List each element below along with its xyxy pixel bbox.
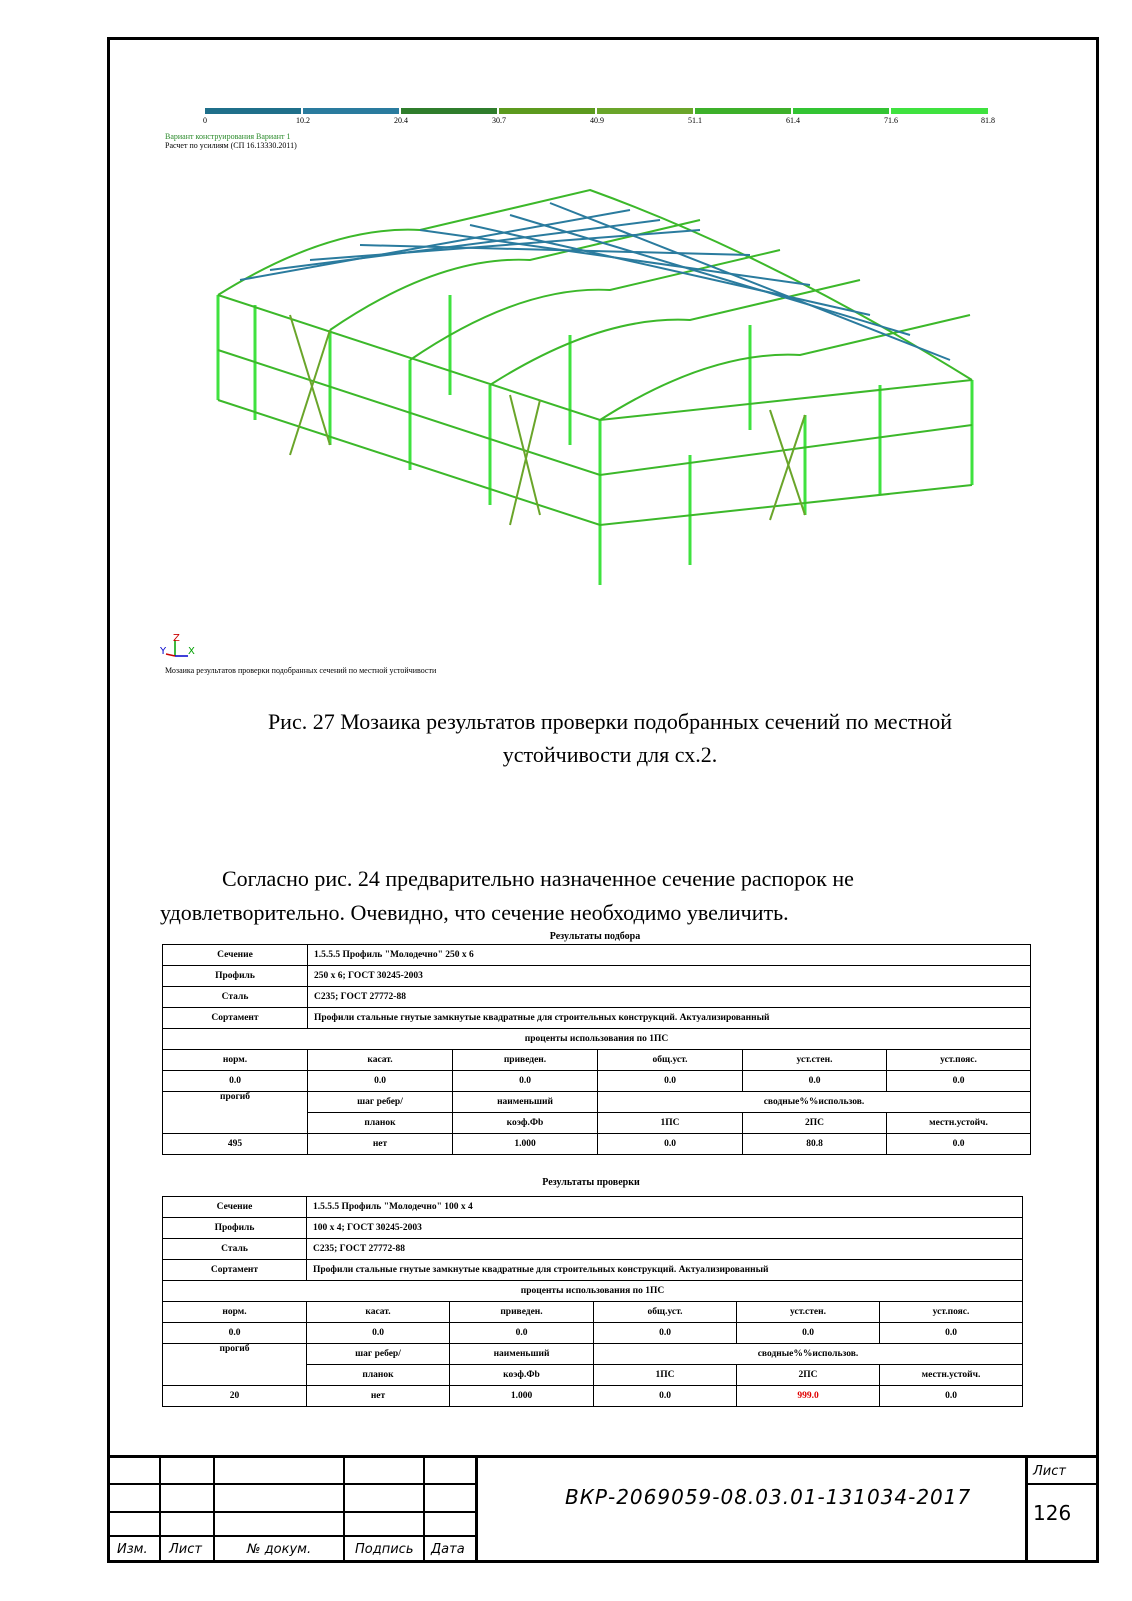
divider [159, 1455, 161, 1563]
legend-bar [205, 108, 301, 114]
row-label: Сталь [163, 987, 308, 1008]
cell-value: 0.0 [743, 1071, 887, 1092]
col-header: коэф.Фb [450, 1365, 594, 1386]
row-label: Сортамент [163, 1008, 308, 1029]
table-row [163, 1323, 1023, 1344]
row-value: 250 x 6; ГОСТ 30245-2003 [308, 966, 1031, 987]
stamp-data: Дата [431, 1542, 465, 1557]
cell-value: 0.0 [887, 1134, 1031, 1155]
col-header: общ.уст. [598, 1050, 743, 1071]
col-header: 2ПС [737, 1365, 880, 1386]
stamp-podpis: Подпись [355, 1542, 414, 1557]
row-value: 1.5.5.5 Профиль "Молодечно" 250 x 6 [308, 945, 1031, 966]
divider [423, 1455, 425, 1563]
row-value: С235; ГОСТ 27772-88 [308, 987, 1031, 1008]
cell-value: 0.0 [880, 1386, 1023, 1407]
frame-bracing [290, 315, 805, 525]
variant-label: Вариант конструирования Вариант 1 [165, 132, 291, 141]
table-row [163, 1071, 1031, 1092]
row-label: Профиль [163, 1218, 307, 1239]
cell-value: 0.0 [308, 1071, 453, 1092]
divider [1025, 1455, 1028, 1563]
legend-label: 10.2 [296, 116, 310, 125]
cell-value: 0.0 [598, 1134, 743, 1155]
cell-value: 80.8 [743, 1134, 887, 1155]
col-header: касат. [307, 1302, 450, 1323]
row-value: 100 x 4; ГОСТ 30245-2003 [307, 1218, 1023, 1239]
row-label: Сортамент [163, 1260, 307, 1281]
cell-value: 0.0 [887, 1071, 1031, 1092]
table-row [163, 1092, 1031, 1113]
table-title: Результаты подбора [549, 931, 641, 942]
col-header: наименьший [453, 1092, 598, 1113]
col-header: прогиб [163, 1344, 307, 1386]
col-header: общ.уст. [594, 1302, 737, 1323]
row-value: Профили стальные гнутые замкнутые квадратные для строительных конструкций. Актуализированный [308, 1008, 1031, 1029]
stamp-list: Лист [169, 1542, 202, 1557]
axis-x-label: X [188, 646, 195, 657]
col-header: уст.пояс. [887, 1050, 1031, 1071]
legend-label: 0 [203, 116, 207, 125]
row-value: Профили стальные гнутые замкнутые квадратные для строительных конструкций. Актуализированный [307, 1260, 1023, 1281]
divider [1027, 1483, 1099, 1485]
cell-value: 0.0 [453, 1071, 598, 1092]
col-header: сводные%%использов. [594, 1344, 1023, 1365]
cell-value: нет [308, 1134, 453, 1155]
legend-label: 20.4 [394, 116, 408, 125]
sheet-label: Лист [1033, 1464, 1066, 1479]
col-header: норм. [163, 1302, 307, 1323]
col-header: норм. [163, 1050, 308, 1071]
row-label: Профиль [163, 966, 308, 987]
mosaic-title: Мозаика результатов проверки подобранных сечений по местной устойчивости [165, 666, 437, 675]
divider [343, 1455, 345, 1563]
usage-header: проценты использования по 1ПС [163, 1029, 1031, 1050]
paragraph-text: Согласно рис. 24 предварительно назначенное сечение распорок не [222, 866, 854, 891]
legend-bar [499, 108, 595, 114]
divider [213, 1455, 215, 1563]
sheet-number: 126 [1033, 1501, 1072, 1525]
col-header: 1ПС [598, 1113, 743, 1134]
legend-bar [303, 108, 399, 114]
divider [107, 1455, 1099, 1458]
table-row [163, 1260, 1023, 1281]
table-row [163, 1197, 1023, 1218]
col-header: приведен. [453, 1050, 598, 1071]
legend-label: 40.9 [590, 116, 604, 125]
row-label: Сечение [163, 945, 308, 966]
legend-bar [891, 108, 988, 114]
table-row [163, 1029, 1031, 1050]
cell-value: 495 [163, 1134, 308, 1155]
legend-label: 81.8 [981, 116, 995, 125]
cell-value: 0.0 [880, 1323, 1023, 1344]
cell-value: 0.0 [163, 1323, 307, 1344]
table-row [163, 966, 1031, 987]
divider [107, 1535, 477, 1537]
stamp-docum: № докум. [247, 1542, 312, 1557]
col-header: шаг ребер/ [307, 1344, 450, 1365]
cell-value: 1.000 [453, 1134, 598, 1155]
body-paragraph [160, 862, 1060, 930]
structural-frame-model [210, 185, 990, 585]
cell-value: 0.0 [307, 1323, 450, 1344]
legend-label: 51.1 [688, 116, 702, 125]
results-table [162, 944, 1031, 1155]
table-row [163, 987, 1031, 1008]
title-block [107, 1455, 1099, 1563]
legend-label: 30.7 [492, 116, 506, 125]
cell-value: 20 [163, 1386, 307, 1407]
col-header: приведен. [450, 1302, 594, 1323]
col-header: 2ПС [743, 1113, 887, 1134]
col-header: планок [307, 1365, 450, 1386]
col-header: уст.стен. [743, 1050, 887, 1071]
table-row [163, 1134, 1031, 1155]
table-row [163, 1302, 1023, 1323]
divider [475, 1455, 478, 1563]
col-header: уст.пояс. [880, 1302, 1023, 1323]
col-header: 1ПС [594, 1365, 737, 1386]
cell-value: 0.0 [737, 1323, 880, 1344]
col-header: планок [308, 1113, 453, 1134]
table-row [163, 1008, 1031, 1029]
table-title: Результаты проверки [542, 1177, 640, 1188]
cell-value: 0.0 [598, 1071, 743, 1092]
paragraph-line: удовлетворительно. Очевидно, что сечение необходимо увеличить. [160, 900, 789, 925]
row-value: С235; ГОСТ 27772-88 [307, 1239, 1023, 1260]
paragraph-line [160, 862, 1060, 896]
row-value: 1.5.5.5 Профиль "Молодечно" 100 x 4 [307, 1197, 1023, 1218]
col-header: касат. [308, 1050, 453, 1071]
table-row [163, 1218, 1023, 1239]
table-row [163, 1344, 1023, 1365]
col-header: шаг ребер/ [308, 1092, 453, 1113]
document-number: ВКР-2069059-08.03.01-131034-2017 [565, 1485, 972, 1509]
figure-caption [165, 705, 1055, 771]
caption-line: Рис. 27 Мозаика результатов проверки подобранных сечений по местной [267, 709, 953, 734]
caption-line: устойчивости для сх.2. [502, 742, 718, 767]
col-header: уст.стен. [737, 1302, 880, 1323]
divider [107, 1511, 477, 1513]
legend-label: 61.4 [786, 116, 800, 125]
axis-z-label: Z [173, 633, 180, 644]
cell-value: 1.000 [450, 1386, 594, 1407]
usage-header: проценты использования по 1ПС [163, 1281, 1023, 1302]
axis-y-label: Y [160, 646, 167, 657]
table-row [163, 945, 1031, 966]
col-header: наименьший [450, 1344, 594, 1365]
table-row [163, 1239, 1023, 1260]
cell-value: 0.0 [594, 1323, 737, 1344]
col-header: сводные%%использов. [598, 1092, 1031, 1113]
cell-value: 0.0 [594, 1386, 737, 1407]
row-label: Сталь [163, 1239, 307, 1260]
cell-value-exceeded: 999.0 [737, 1386, 880, 1407]
table-row [163, 1050, 1031, 1071]
stamp-izm: Изм. [117, 1542, 148, 1557]
col-header: коэф.Фb [453, 1113, 598, 1134]
row-label: Сечение [163, 1197, 307, 1218]
cell-value: 0.0 [450, 1323, 594, 1344]
legend-bar [793, 108, 889, 114]
axis-triad-icon [160, 632, 200, 662]
table-row [163, 1386, 1023, 1407]
cell-value: нет [307, 1386, 450, 1407]
divider [107, 1483, 477, 1485]
col-header: прогиб [163, 1092, 308, 1134]
table-row [163, 1281, 1023, 1302]
col-header: местн.устойч. [887, 1113, 1031, 1134]
legend-bar [597, 108, 693, 114]
legend-bar [401, 108, 497, 114]
col-header: местн.устойч. [880, 1365, 1023, 1386]
legend-label: 71.6 [884, 116, 898, 125]
results-table [162, 1196, 1023, 1407]
cell-value: 0.0 [163, 1071, 308, 1092]
legend-bar [695, 108, 791, 114]
calc-label: Расчет по усилиям (СП 16.13330.2011) [165, 141, 297, 150]
